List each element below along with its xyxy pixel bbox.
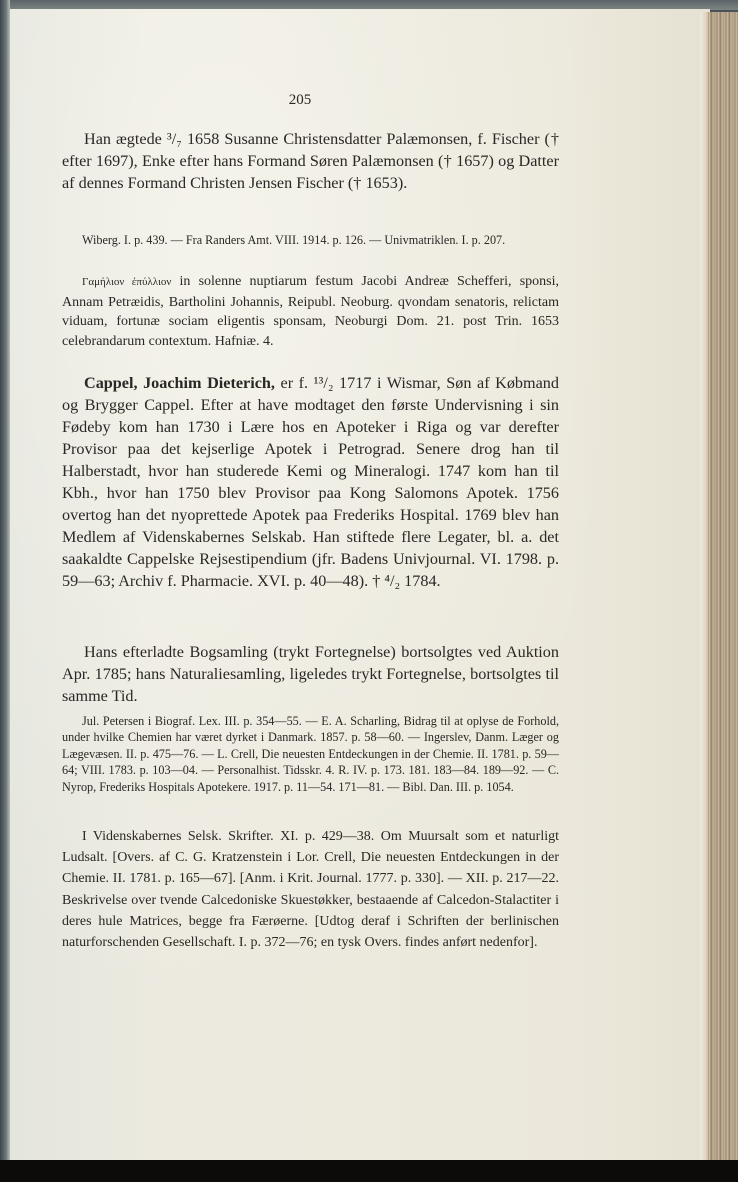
paragraph-text: I Videnskabernes Selsk. Skrifter. XI. p. 429—38. Om Muursalt som et naturligt Ludsalt. [Overs. af C. G. Kratzenstein i Lor. Crell, Die neuesten Entdeckungen in der Chemie. II. 1781. p. 165—67]. [Anm. i Krit. Journal. 1777. p. 330]. — XII. p. 217—22. Beskrivelse over tvende Calcedoniske Skuestøkker, bestaaende af Calcedon-Stalactiter i deres hule Matrices, begge fra Færøerne. [Udtog deraf i Schriften der berlinischen naturforschenden Gesellschaft. I. p. 372—76; en tysk Overs. findes anført nedenfor]. [62,829,559,951]
paragraph-cappel-collection [62,641,559,707]
references-text: Jul. Petersen i Biograf. Lex. III. p. 354—55. — E. A. Scharling, Bidrag til at oplyse de Forhold, under hvilke Chemien har været dyrket i Danmark. 1857. p. 58—60. — Ingerslev, Danm. Læger og Lægevæsen. II. p. 475—76. — L. Crell, Die neuesten Entdeckungen in der Chemie. II. 1781. p. 59—64; VIII. 1783. p. 103—04. — Personalhist. Tidsskr. 4. R. IV. p. 173. 181. 183—84. 189—92. — C. Nyrop, Frederiks Hospitals Apotekere. 1917. p. 11—54. 171—81. — Bibl. Dan. III. p. 1054. [62,714,559,794]
paragraph-works [62,826,559,953]
page-stack-edge [706,12,738,1162]
references-text: Wiberg. I. p. 439. — Fra Randers Amt. VIII. 1914. p. 126. — Univmatriklen. I. p. 207. [82,233,506,247]
paragraph-cappel-biography [62,372,559,592]
references-petersen [62,713,559,795]
paragraph-text: Han ægtede ³/₇ 1658 Susanne Christensdatter Palæmonsen, f. Fischer († efter 1697), Enke efter hans Formand Søren Palæmonsen († 1657) og Datter af dennes Formand Christen Jensen Fischer († 1653). [62,130,559,192]
entry-name: Cappel, Joachim Dieterich, [84,374,275,392]
paragraph-marriage [62,128,559,194]
paragraph-text [62,272,559,351]
paragraph-wedding-poem [62,272,559,351]
poem-description: in solenne nuptiarum festum Jacobi Andreæ Schefferi, sponsi, Annam Petræidis, Bartholini Johannis, Reipubl. Neoburg. qvondam senatoris, relictam viduam, fortunæ sociam eligentis sponsam, Neoburgi Dom. 21. post Trin. 1653 celebrandarum contextum. Hafniæ. 4. [62,274,559,349]
biography-text: er f. ¹³/₂ 1717 i Wismar, Søn af Købmand og Brygger Cappel. Efter at have modtaget den første Undervisning i sin Fødeby kom han 1730 i Lære hos en Apoteker i Riga og var derefter Provisor paa det kejserlige Apotek i Petrograd. Senere drog han til Halberstadt, hvor han studerede Kemi og Mineralogi. 1747 kom han til Kbh., hvor han 1750 blev Provisor paa Kong Salomons Apotek. 1756 overtog han det nyoprettede Apotek paa Frederiks Hospital. 1769 blev han Medlem af Videnskabernes Selskab. Han stiftede flere Legater, bl. a. det saakaldte Cappelske Rejsestipendium (jfr. Badens Univjournal. VI. 1798. p. 59—63; Archiv f. Pharmacie. XVI. p. 40—48). † ⁴/₂ 1784. [62,374,559,590]
greek-title: Γαμήλιον ἐπύλλιον [82,276,172,288]
page-number: 205 [288,92,312,108]
paragraph-text [62,372,559,592]
paragraph-text: Hans efterladte Bogsamling (trykt Fortegnelse) bortsolgtes ved Auktion Apr. 1785; hans Naturaliesamling, ligeledes trykt Fortegnelse, bortsolgtes til samme Tid. [62,643,559,705]
scan-left-border [0,0,10,1182]
scan-bottom-border [0,1160,738,1182]
references-wiberg [62,232,559,248]
